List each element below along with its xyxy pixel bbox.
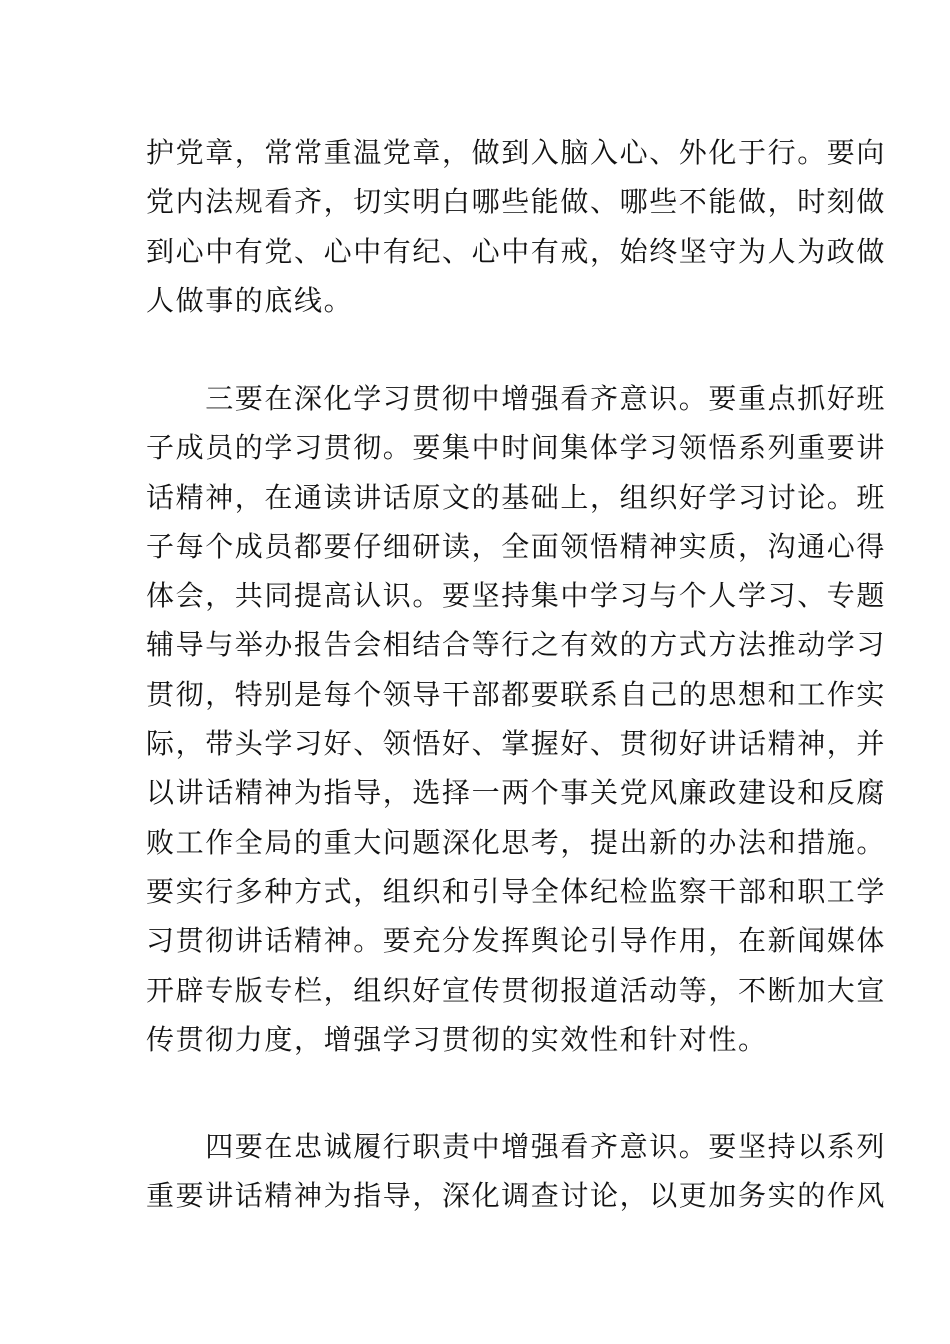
paragraph-point-four: [146, 1122, 887, 1221]
paragraph-point-three: [146, 374, 887, 1064]
text-line: 以讲话精神为指导，选择一两个事关党风廉政建设和反腐: [146, 776, 887, 810]
text-line: 辅导与举办报告会相结合等行之有效的方式方法推动学习: [146, 628, 887, 662]
text-line: 党内法规看齐，切实明白哪些能做、哪些不能做，时刻做: [146, 185, 887, 219]
text-line: 话精神，在通读讲话原文的基础上，组织好学习讨论。班: [146, 480, 887, 514]
text-line: 三要在深化学习贯彻中增强看齐意识。要重点抓好班: [146, 382, 887, 415]
text-line: 重要讲话精神为指导，深化调查讨论，以更加务实的作风: [146, 1179, 887, 1213]
text-line: 开辟专版专栏，组织好宣传贯彻报道活动等，不断加大宣: [146, 973, 887, 1007]
text-line: 子每个成员都要仔细研读，全面领悟精神实质，沟通心得: [146, 529, 887, 563]
text-line: 护党章，常常重温党章，做到入脑入心、外化于行。要向: [146, 136, 887, 169]
text-line: 传贯彻力度，增强学习贯彻的实效性和针对性。: [146, 1022, 768, 1056]
text-line: 子成员的学习贯彻。要集中时间集体学习领悟系列重要讲: [146, 431, 887, 465]
text-line: 四要在忠诚履行职责中增强看齐意识。要坚持以系列: [146, 1130, 887, 1163]
text-line: 体会，共同提高认识。要坚持集中学习与个人学习、专题: [146, 579, 887, 613]
text-line: 习贯彻讲话精神。要充分发挥舆论引导作用，在新闻媒体: [146, 924, 887, 958]
text-line: 际，带头学习好、领悟好、掌握好、贯彻好讲话精神，并: [146, 727, 887, 761]
text-line: 败工作全局的重大问题深化思考，提出新的办法和措施。: [146, 825, 887, 859]
text-line: 贯彻，特别是每个领导干部都要联系自己的思想和工作实: [146, 677, 887, 711]
text-line: 要实行多种方式，组织和引导全体纪检监察干部和职工学: [146, 874, 887, 908]
text-line: 到心中有党、心中有纪、心中有戒，始终坚守为人为政做: [146, 234, 887, 268]
paragraph-party-constitution: [146, 128, 887, 325]
text-line: 人做事的底线。: [146, 283, 354, 317]
